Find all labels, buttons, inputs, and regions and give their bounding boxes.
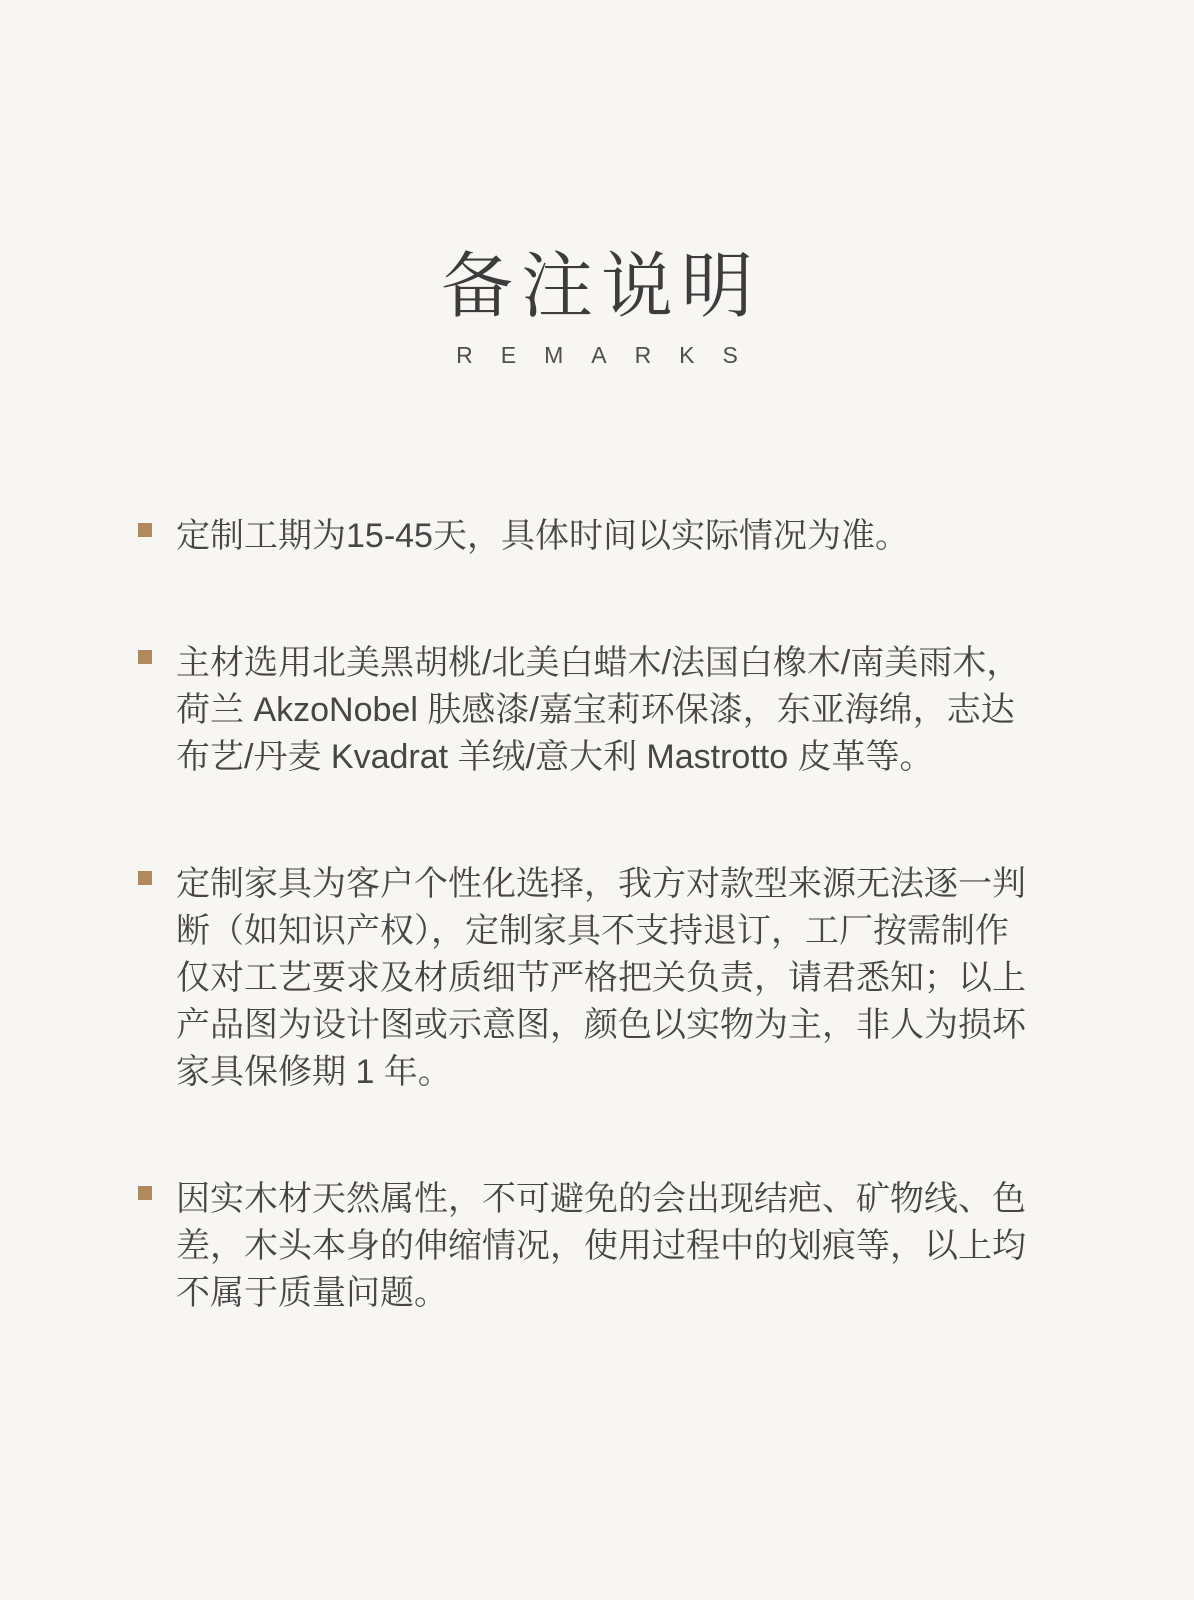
bullet-square-icon: [138, 1186, 152, 1200]
bullet-square-icon: [138, 871, 152, 885]
remark-text: 定制工期为15-45天，具体时间以实际情况为准。: [176, 517, 909, 555]
remark-item: [138, 513, 1058, 560]
remarks-list: [138, 513, 1058, 1317]
remark-item: [138, 640, 1058, 781]
remark-text: 因实木材天然属性，不可避免的会出现结疤、矿物线、色差，木头本身的伸缩情况，使用过程中的划痕等，以上均不属于质量问题。: [176, 1180, 1026, 1312]
bullet-square-icon: [138, 650, 152, 664]
page-title: 备注说明: [440, 247, 761, 327]
remark-item: [138, 861, 1058, 1096]
remark-item: [138, 1176, 1058, 1317]
remark-text: 定制家具为客户个性化选择，我方对款型来源无法逐一判断（如知识产权），定制家具不支持退订，工厂按需制作仅对工艺要求及材质细节严格把关负责，请君悉知；以上产品图为设计图或示意图，颜色以实物为主，非人为损坏家具保修期 1 年。: [176, 865, 1026, 1091]
page-header: [0, 0, 1194, 368]
page-subtitle: REMARKS: [456, 342, 766, 368]
remark-text: 主材选用北美黑胡桃/北美白蜡木/法国白橡木/南美雨木，荷兰 AkzoNobel 肤感漆/嘉宝莉环保漆，东亚海绵，志达布艺/丹麦 Kvadrat 羊绒/意大利 Mastrotto 皮革等。: [176, 644, 1021, 776]
bullet-square-icon: [138, 523, 152, 537]
